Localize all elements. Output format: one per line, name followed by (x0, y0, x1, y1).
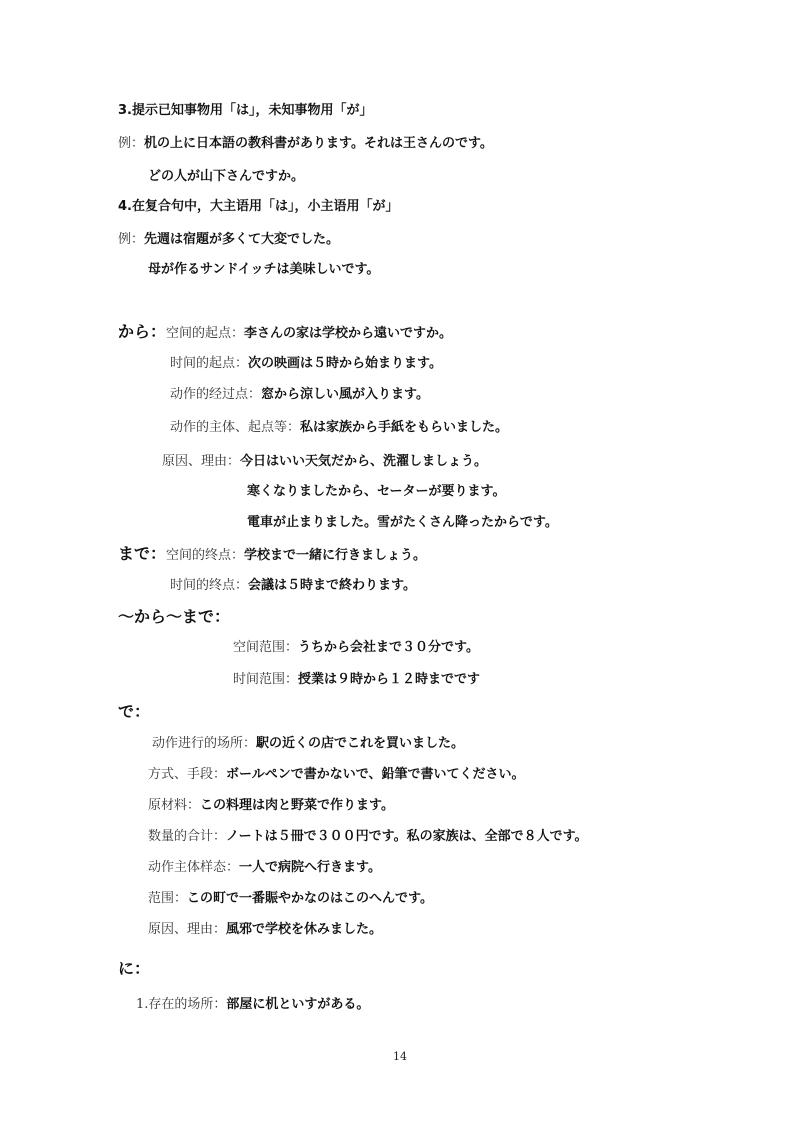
karamade-row-2 (233, 670, 480, 690)
usage-label: 动作主体样态： (148, 860, 240, 875)
usage-label: 空间的终点： (166, 548, 245, 563)
usage-example: 風邪で学校を休みました。 (226, 922, 383, 937)
usage-example: ノートは５冊で３００円です。私の家族は、全部で８人です。 (226, 829, 588, 844)
kara-row-4 (170, 418, 508, 438)
usage-example: この料理は肉と野菜で作ります。 (200, 798, 394, 813)
usage-example: 授業は９時から１２時までです (298, 672, 481, 687)
usage-label: 范围： (148, 891, 188, 906)
usage-example: 今日はいい天気だから、洗濯しましょう。 (240, 454, 488, 469)
usage-example: 李さんの家は学校から遠いですか。 (244, 326, 453, 341)
usage-example: 次の映画は５時から始まります。 (248, 356, 442, 371)
usage-example: 私は家族から手紙をもらいました。 (300, 420, 509, 435)
de-row-5 (148, 858, 381, 878)
usage-label: 时间的起点： (170, 356, 249, 371)
usage-label: 1.存在的场所： (136, 997, 227, 1012)
usage-example: 部屋に机といすがある。 (226, 997, 370, 1012)
kara-row-3 (170, 385, 429, 405)
example-label: 例： (118, 136, 145, 151)
usage-label: 时间的终点： (170, 578, 249, 593)
kara-row-1 (118, 322, 452, 344)
usage-example: 駅の近くの店でこれを買いました。 (256, 736, 465, 751)
usage-example: 学校まで一緒に行きましょう。 (244, 548, 427, 563)
rule-4-example-1 (118, 230, 339, 250)
example-sentence: 机の上に日本語の教科書があります。それは王さんのです。 (144, 136, 493, 151)
de-row-1 (152, 734, 464, 754)
de-row-3 (148, 796, 394, 816)
usage-example: この町で一番賑やかなのはこのへんです。 (187, 891, 433, 906)
rule-3-example-1 (118, 134, 493, 154)
de-row-6 (148, 889, 433, 909)
kara-cont-1: 寒くなりましたから、セーターが要ります。 (247, 484, 506, 499)
usage-example: ボールペンで書かないで、鉛筆で書いてください。 (226, 767, 525, 782)
page-number: 14 (393, 1050, 407, 1063)
de-row-4 (148, 827, 588, 847)
usage-label: 动作进行的场所： (152, 736, 257, 751)
usage-label: 动作的主体、起点等： (170, 420, 301, 435)
rule-4-example-2: 母が作るサンドイッチは美味しいです。 (148, 262, 380, 277)
kara-heading: から： (118, 322, 167, 341)
de-row-2 (148, 765, 525, 785)
rule-3-example-2: どの人が山下さんですか。 (148, 169, 305, 184)
usage-example: 一人で病院へ行きます。 (239, 860, 381, 875)
usage-label: 原因、理由： (148, 922, 227, 937)
usage-label: 时间范围： (233, 672, 299, 687)
example-sentence: 先週は宿題が多くて大変でした。 (144, 232, 340, 247)
usage-label: 空间的起点： (166, 326, 245, 341)
usage-example: 窓から涼しい風が入ります。 (261, 387, 429, 402)
usage-label: 空间范围： (233, 640, 299, 655)
kara-row-5 (162, 452, 487, 472)
usage-label: 方式、手段： (148, 767, 227, 782)
karamade-row-1 (233, 638, 479, 658)
de-row-7 (148, 920, 382, 940)
kara-cont-2: 電車が止まりました。雪がたくさん降ったからです。 (247, 515, 558, 530)
de-heading: で： (118, 702, 151, 721)
usage-label: 原材料： (148, 798, 201, 813)
usage-example: うちから会社まで３０分です。 (298, 640, 479, 655)
kara-row-2 (170, 354, 442, 374)
usage-label: 数量的合计： (148, 829, 227, 844)
made-heading: まで： (118, 544, 167, 563)
usage-label: 原因、理由： (162, 454, 241, 469)
made-row-1 (118, 544, 426, 566)
usage-label: 动作的经过点： (170, 387, 262, 402)
karamade-heading: ～から～まで： (118, 607, 231, 626)
ni-row-1 (136, 995, 369, 1015)
rule-3-title: 3.提示已知事物用「は」，未知事物用「が」 (118, 103, 373, 118)
example-label: 例： (118, 232, 145, 247)
usage-example: 会議は５時まで終わります。 (248, 578, 416, 593)
rule-4-title: 4.在复合句中，大主语用「は」，小主语用「が」 (118, 199, 399, 214)
made-row-2 (170, 576, 416, 596)
ni-heading: に： (118, 959, 151, 978)
